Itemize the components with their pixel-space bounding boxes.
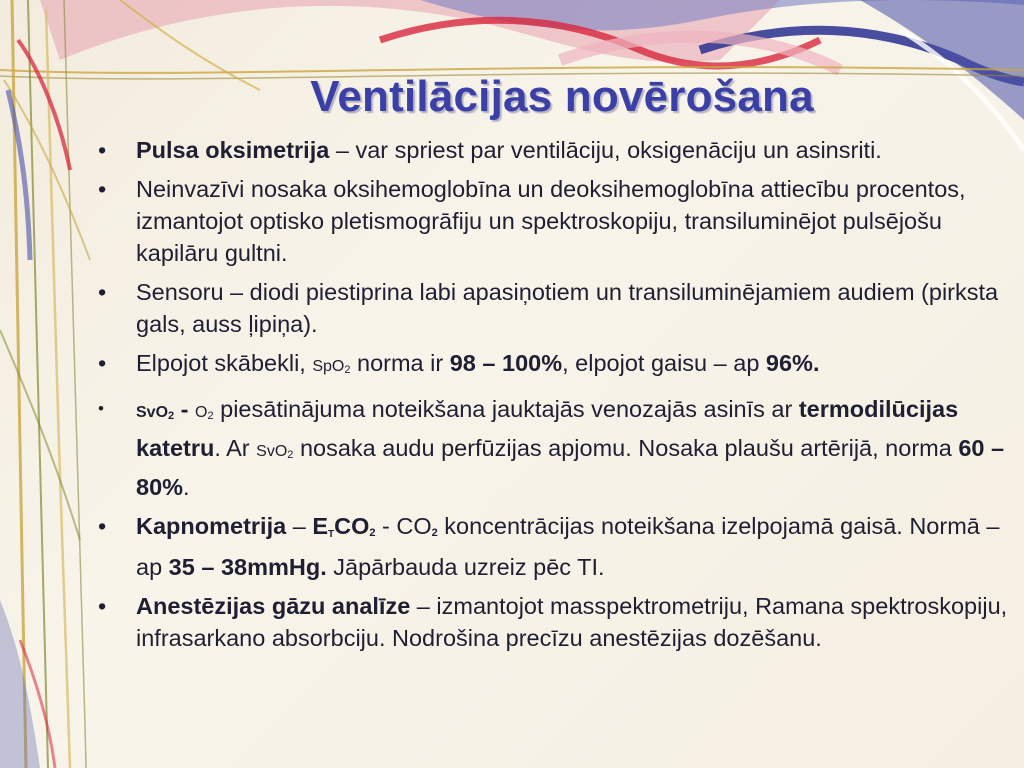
list-item: • Elpojot skābekli, SpO2 norma ir 98 – 100%, elpojot gaisu – ap 96%. xyxy=(98,347,1008,386)
bullet-icon: • xyxy=(98,399,104,418)
bullet-icon: • xyxy=(98,513,107,539)
bullet-icon: • xyxy=(98,137,107,163)
list-item: • SvO2 - O2 piesātinājuma noteikšana jauktajās venozajās asinīs ar termodilūcijas katetru. Ar SvO2 nosaka audu perfūzijas apjomu. Nosaka plaušu artērijā, norma 60 – 80%. xyxy=(98,393,1008,503)
list-item: • Kapnometrija – ETCO2 - CO2 koncentrācijas noteikšana izelpojamā gaisā. Normā – ap 35 – 38mmHg. Jāpārbauda uzreiz pēc TI. xyxy=(98,510,1008,583)
list-item: • Sensoru – diodi piestiprina labi apasiņotiem un transiluminējamiem audiem (pirksta gals, auss ļipiņa). xyxy=(98,276,1008,340)
bullet-icon: • xyxy=(98,350,107,376)
list-item: • Anestēzijas gāzu analīze – izmantojot masspektrometriju, Ramana spektroskopiju, infrasarkano absorbciju. Nodrošina precīzu anestēzijas dozēšanu. xyxy=(98,590,1008,654)
slide-title: Ventilācijas novērošana xyxy=(310,72,814,121)
list-item: • Pulsa oksimetrija – var spriest par ventilāciju, oksigenāciju un asinsriti. xyxy=(98,134,1008,166)
bullet-list xyxy=(98,134,1008,661)
bullet-icon: • xyxy=(98,176,107,202)
bullet-icon: • xyxy=(98,593,107,619)
list-item: • Neinvazīvi nosaka oksihemoglobīna un deoksihemoglobīna attiecību procentos, izmantojot optisko pletismogrāfiju un spektroskopiju, transiluminējot pulsējošu kapilāru gultni. xyxy=(98,173,1008,269)
bullet-icon: • xyxy=(98,279,107,305)
left-bottom-blue xyxy=(0,600,40,768)
